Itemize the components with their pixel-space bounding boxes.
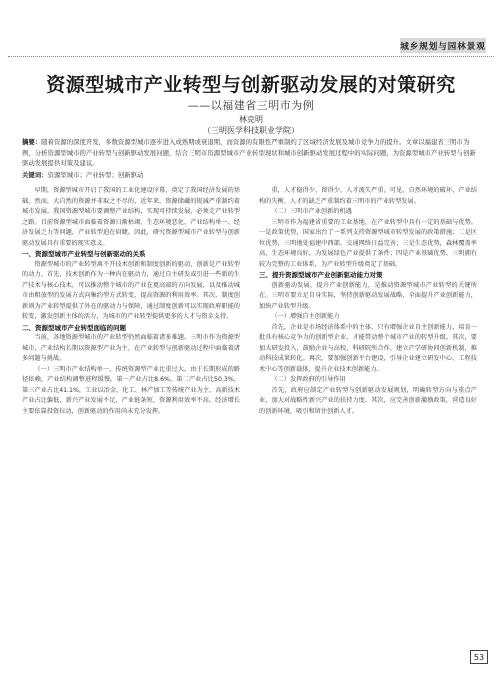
body-paragraph: （一）三明市产业结构单一，传统资源型产业比重过大。由于长期形成的路径依赖，产业结构调整进程缓慢。第一产业占比8.6%，第二产业占比50.3%，第三产业占比41.1%，工业以冶金、化工、林产加工等传统产业为主，高新技术产业占比偏低，新兴产业发展不足，产业链条短，资源利用效率不高，经济增长主要依靠投资拉动，创新驱动的作用尚未充分发挥。: [22, 365, 240, 415]
page-number: 53: [470, 650, 488, 664]
article-subtitle: ——以福建省三明市为例: [187, 99, 315, 112]
body-paragraph: 重，人才稳得少、留得少，人才流失严重。可见，自然环境的破坏、产业结构的失衡、人才的缺乏严重制约着三明市的产业转型发展。: [259, 187, 477, 205]
article-title: 资源型城市产业转型与创新驱动发展的对策研究: [46, 74, 456, 96]
author-name: 林克明: [239, 115, 263, 124]
section-tag: 城乡规划与园林景观: [400, 38, 486, 53]
left-column: [22, 186, 240, 417]
abstract-text: 随着资源的深度开发，多数资源型城市逐步进入成熟期或衰退期，而资源的有限性严重制约了区域经济发展及城市竞争力的提升。文章以福建省三明市为例，分析资源型城市的产业转型与创新驱动发展问题，结合三明市资源型城市产业转型现状和城市创新驱动发展过程中的实际问题，为资源型城市产业转型与创新驱动发展提供对策及建议。: [22, 138, 476, 167]
right-column: [259, 186, 477, 417]
body-paragraph: 首先，企业是市场经济体系中的主体，只有增强企业自主创新能力，培育一批具有核心竞争力的创新型企业，才能带动整个城市产业的转型升级。其次，要加大研发投入，鼓励企业与高校、科研院所合作，建立产学研协同创新机制，推动科技成果转化。再次，要加强创新平台建设，引导企业建立研发中心、工程技术中心等创新载体，提升企业技术创新能力。: [259, 323, 477, 373]
body-paragraph: （二）发挥政府的引导作用: [271, 376, 346, 383]
section-heading: 一、资源型城市产业转型与创新驱动的关系: [22, 250, 146, 258]
body-paragraph: 当前，各地资源型城市的产业转型仍然面临着诸多难题。三明市作为资源型城市，产业结构长期以资源型产业为主，在产业转型与创新驱动过程中面临着诸多问题与挑战。: [22, 334, 240, 362]
keywords: [22, 170, 480, 179]
body-paragraph: （二）三明市产业创新的机遇: [271, 208, 352, 215]
abstract: [22, 137, 480, 169]
body-paragraph: 早期，资源型城市开启了我国的工业化建设序幕，奠定了我国经济发展的基础。然而，大自然的资源并非取之不尽的，近年来，资源储藏的锐减严重制约着城市发展。我国资源型城市要调整产业结构，实现可持续发展，必须走产业转型之路。目前资源型城市面临着资源日渐枯竭、生态环境恶化、产业结构单一、经济发展乏力等问题，产业转型迫在眉睫。因此，研究资源型城市产业转型与创新驱动发展具有重要的现实意义。: [22, 187, 240, 247]
keywords-text: 资源型城市；产业转型；创新驱动: [47, 171, 144, 179]
body-paragraph: 创新驱动发展，提升产业创新能力，是推动资源型城市产业转型的关键所在。三明市要立足自身实际，坚持创新驱动发展战略，全面提升产业创新能力，加快产业转型升级。: [259, 281, 477, 310]
keywords-label: 关键词：: [22, 171, 48, 179]
body-paragraph: 三明市作为福建省重要的工业基地，在产业转型中具有一定的基础与优势。一是政策优势，国家出台了一系列支持资源型城市转型发展的政策措施；二是区位优势，三明地处福建中西部，交通网络日益完善；三是生态优势，森林覆盖率高，生态环境良好，为发展绿色产业提供了条件；四是产业基础优势，三明拥有较为完整的工业体系，为产业转型升级奠定了基础。: [259, 218, 477, 268]
author-affiliation: （三明医学科技职业学院）: [203, 126, 299, 135]
abstract-label: 摘要：: [22, 138, 42, 146]
body-paragraph: （一）增强自主创新能力: [271, 313, 340, 320]
body-paragraph: 资源型城市的产业转型离不开技术创新和制度创新的驱动，创新是产业转型的动力。首先，技术创新作为一种内在驱动力，通过自主研发或引进一些新的生产技术与核心技术，可以推动整个城市的产业在更高端的方向发展，以及推动城市由粗放型的发展方式向集约型方式转变，提高资源的利用效率。其次，制度创新则为产业转型提供了外在的驱动力与保障，通过制度创新可以实现政府职能的转变，激发创新主体的活力，为城市的产业转型提供更多的人才与资金支持。: [22, 260, 240, 320]
section-heading: 三、提升资源型城市产业创新驱动能力对策: [259, 271, 383, 279]
header-divider: [8, 56, 494, 60]
body-paragraph: 首先，政府应制定产业转型与创新驱动发展规划，明确转型方向与重点产业，加大对战略性新兴产业的扶持力度。其次，应完善创新激励政策，营造良好的创新环境，吸引和留住创新人才。: [259, 386, 477, 415]
section-heading: 二、资源型城市产业转型面临的问题: [22, 323, 126, 332]
